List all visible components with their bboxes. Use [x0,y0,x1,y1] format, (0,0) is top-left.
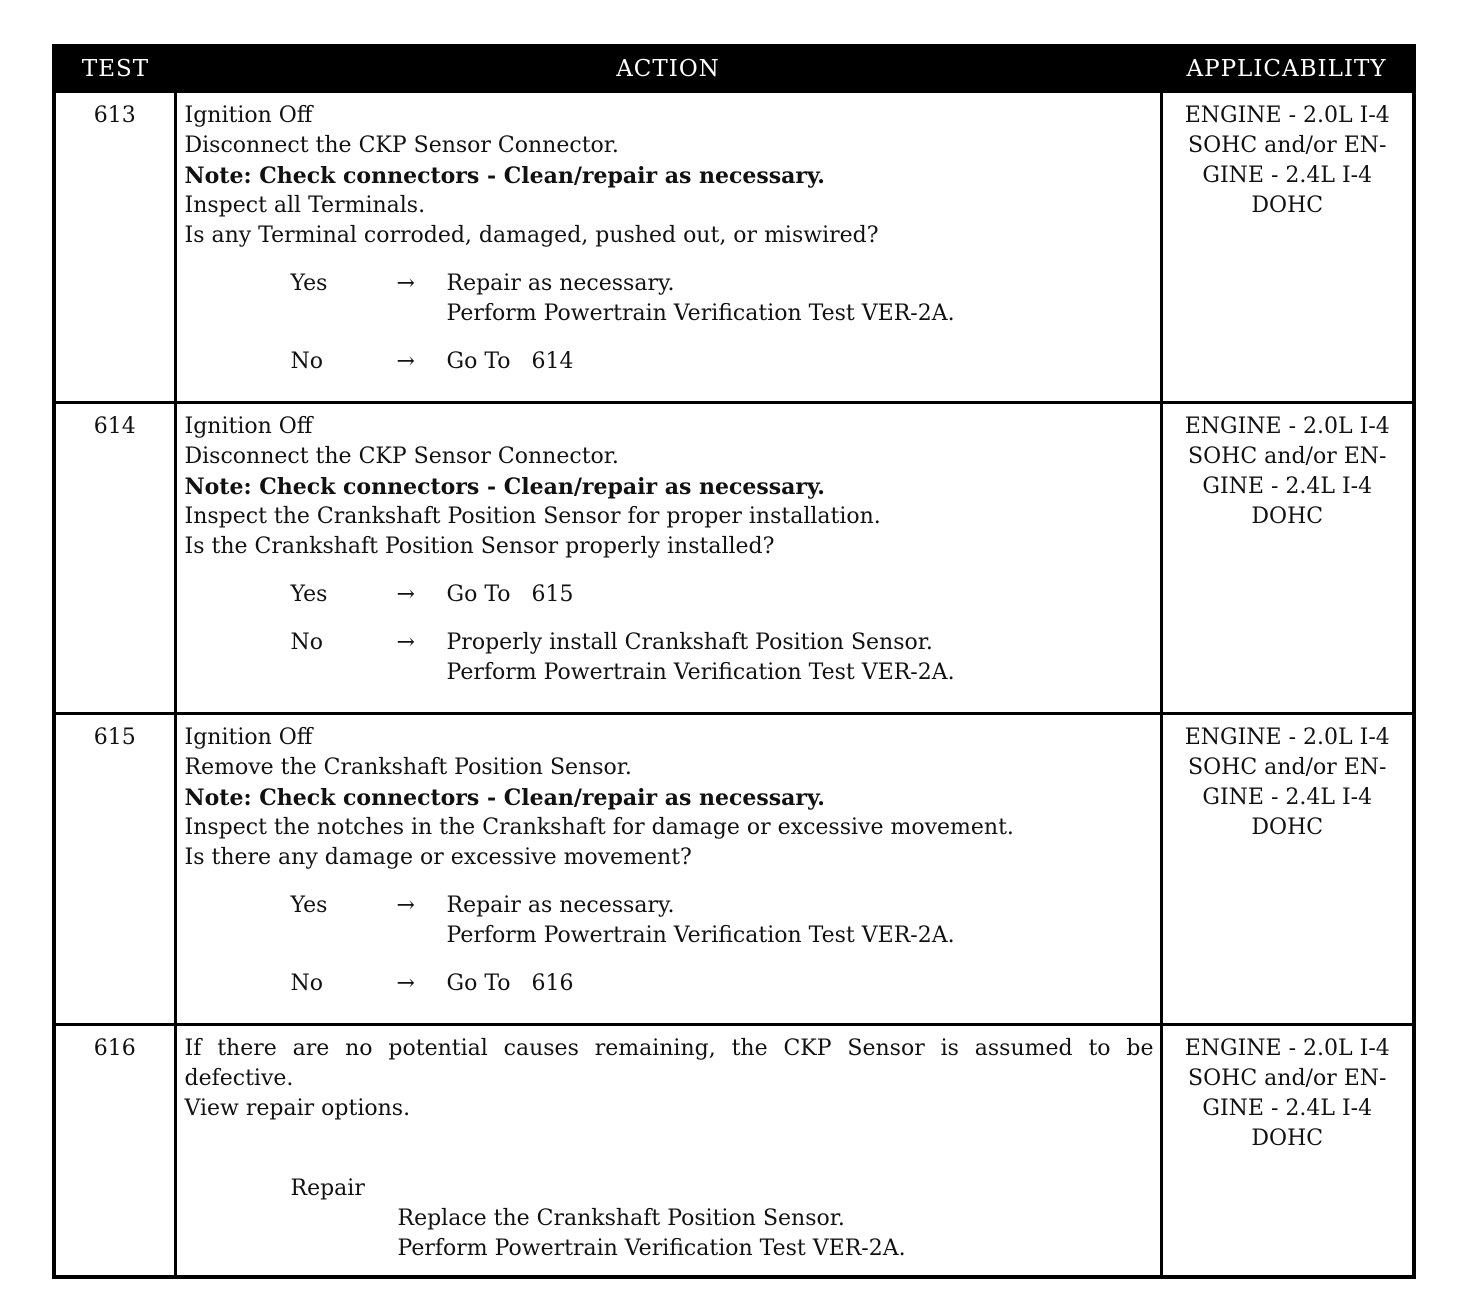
answer-result [447,580,1154,610]
action-question: Is any Terminal corroded, damaged, pushed out, or miswired? [184,223,879,248]
table-row [54,92,1414,403]
answer-result [447,347,1154,377]
answer-result [447,269,1154,329]
header-action: ACTION [175,46,1161,92]
test-number: 614 [54,403,175,714]
answer-label: No [290,349,323,374]
test-number: 616 [54,1025,175,1277]
result-line: Properly install Crankshaft Position Sensor. [446,630,933,655]
answer-list [185,269,1154,377]
action-note: Note: Check connectors - Clean/repair as necessary. [184,474,825,500]
result-line: Perform Powertrain Verification Test VER-2A. [446,301,955,326]
applicability-line: SOHC and/or EN- [1188,133,1387,158]
action-step: Ignition Off [184,103,313,128]
result-line: Go To 615 [446,582,574,607]
answer-yes [291,891,1154,951]
arrow-icon: → [396,271,415,296]
applicability-line: SOHC and/or EN- [1188,755,1387,780]
applicability-cell [1161,714,1414,1025]
result-line: Repair as necessary. [446,893,675,918]
answer-no [291,969,1154,999]
answer-no [291,628,1154,688]
action-cell [175,403,1161,714]
action-cell [175,1025,1161,1277]
answer-list [185,891,1154,999]
applicability-cell [1161,403,1414,714]
applicability-line: SOHC and/or EN- [1188,1066,1387,1091]
test-number: 615 [54,714,175,1025]
action-cell [175,92,1161,403]
repair-step: Perform Powertrain Verification Test VER-2A. [397,1236,906,1261]
applicability-line: ENGINE - 2.0L I-4 [1184,1036,1390,1061]
header-test: TEST [54,46,175,92]
applicability-line: ENGINE - 2.0L I-4 [1184,103,1390,128]
applicability-line: ENGINE - 2.0L I-4 [1184,414,1390,439]
answer-label: No [290,630,323,655]
table-row [54,403,1414,714]
action-paragraph: If there are no potential causes remaining, the CKP Sensor is assumed to be defective. [184,1036,1154,1091]
answer-label: Yes [290,893,328,918]
action-step: Remove the Crankshaft Position Sensor. [184,755,632,780]
table-row [54,714,1414,1025]
arrow-icon: → [396,971,415,996]
applicability-line: GINE - 2.4L I-4 [1202,785,1373,810]
table-header [54,46,1414,92]
result-line: Perform Powertrain Verification Test VER-2A. [446,660,955,685]
action-step: Inspect the Crankshaft Position Sensor for proper installation. [184,504,881,529]
arrow-icon: → [396,582,415,607]
applicability-line: DOHC [1251,193,1324,218]
action-step: Inspect the notches in the Crankshaft for damage or excessive movement. [184,815,1014,840]
applicability-line: ENGINE - 2.0L I-4 [1184,725,1390,750]
repair-steps [398,1204,1154,1264]
table-row [54,1025,1414,1277]
action-step: Ignition Off [184,414,313,439]
action-step: Inspect all Terminals. [184,193,426,218]
result-line: Perform Powertrain Verification Test VER-2A. [446,923,955,948]
applicability-line: GINE - 2.4L I-4 [1202,474,1373,499]
arrow-icon: → [396,349,415,374]
answer-list [185,580,1154,688]
repair-label: Repair [290,1176,365,1201]
action-cell [175,714,1161,1025]
action-step: Ignition Off [184,725,313,750]
action-step: Disconnect the CKP Sensor Connector. [184,444,619,469]
action-step: View repair options. [184,1096,411,1121]
applicability-line: DOHC [1251,504,1324,529]
arrow-icon: → [396,630,415,655]
repair-step: Replace the Crankshaft Position Sensor. [397,1206,845,1231]
result-line: Go To 614 [446,349,574,374]
answer-result [447,969,1154,999]
applicability-cell [1161,92,1414,403]
applicability-line: SOHC and/or EN- [1188,444,1387,469]
test-number: 613 [54,92,175,403]
result-line: Repair as necessary. [446,271,675,296]
action-note: Note: Check connectors - Clean/repair as necessary. [184,163,825,189]
answer-label: Yes [290,582,328,607]
applicability-cell [1161,1025,1414,1277]
answer-yes [291,580,1154,610]
applicability-line: DOHC [1251,815,1324,840]
answer-result [447,891,1154,951]
action-question: Is the Crankshaft Position Sensor properly installed? [184,534,775,559]
diagnostic-table-page [52,44,1412,1279]
answer-no [291,347,1154,377]
answer-label: Yes [290,271,328,296]
action-question: Is there any damage or excessive movement? [184,845,692,870]
answer-yes [291,269,1154,329]
repair-options [291,1174,1154,1264]
applicability-line: GINE - 2.4L I-4 [1202,163,1373,188]
header-applicability: APPLICABILITY [1161,46,1414,92]
applicability-line: GINE - 2.4L I-4 [1202,1096,1373,1121]
action-step: Disconnect the CKP Sensor Connector. [184,133,619,158]
result-line: Go To 616 [446,971,574,996]
action-note: Note: Check connectors - Clean/repair as necessary. [184,785,825,811]
diagnostic-test-table [52,44,1416,1279]
arrow-icon: → [396,893,415,918]
applicability-line: DOHC [1251,1126,1324,1151]
answer-result [447,628,1154,688]
answer-label: No [290,971,323,996]
